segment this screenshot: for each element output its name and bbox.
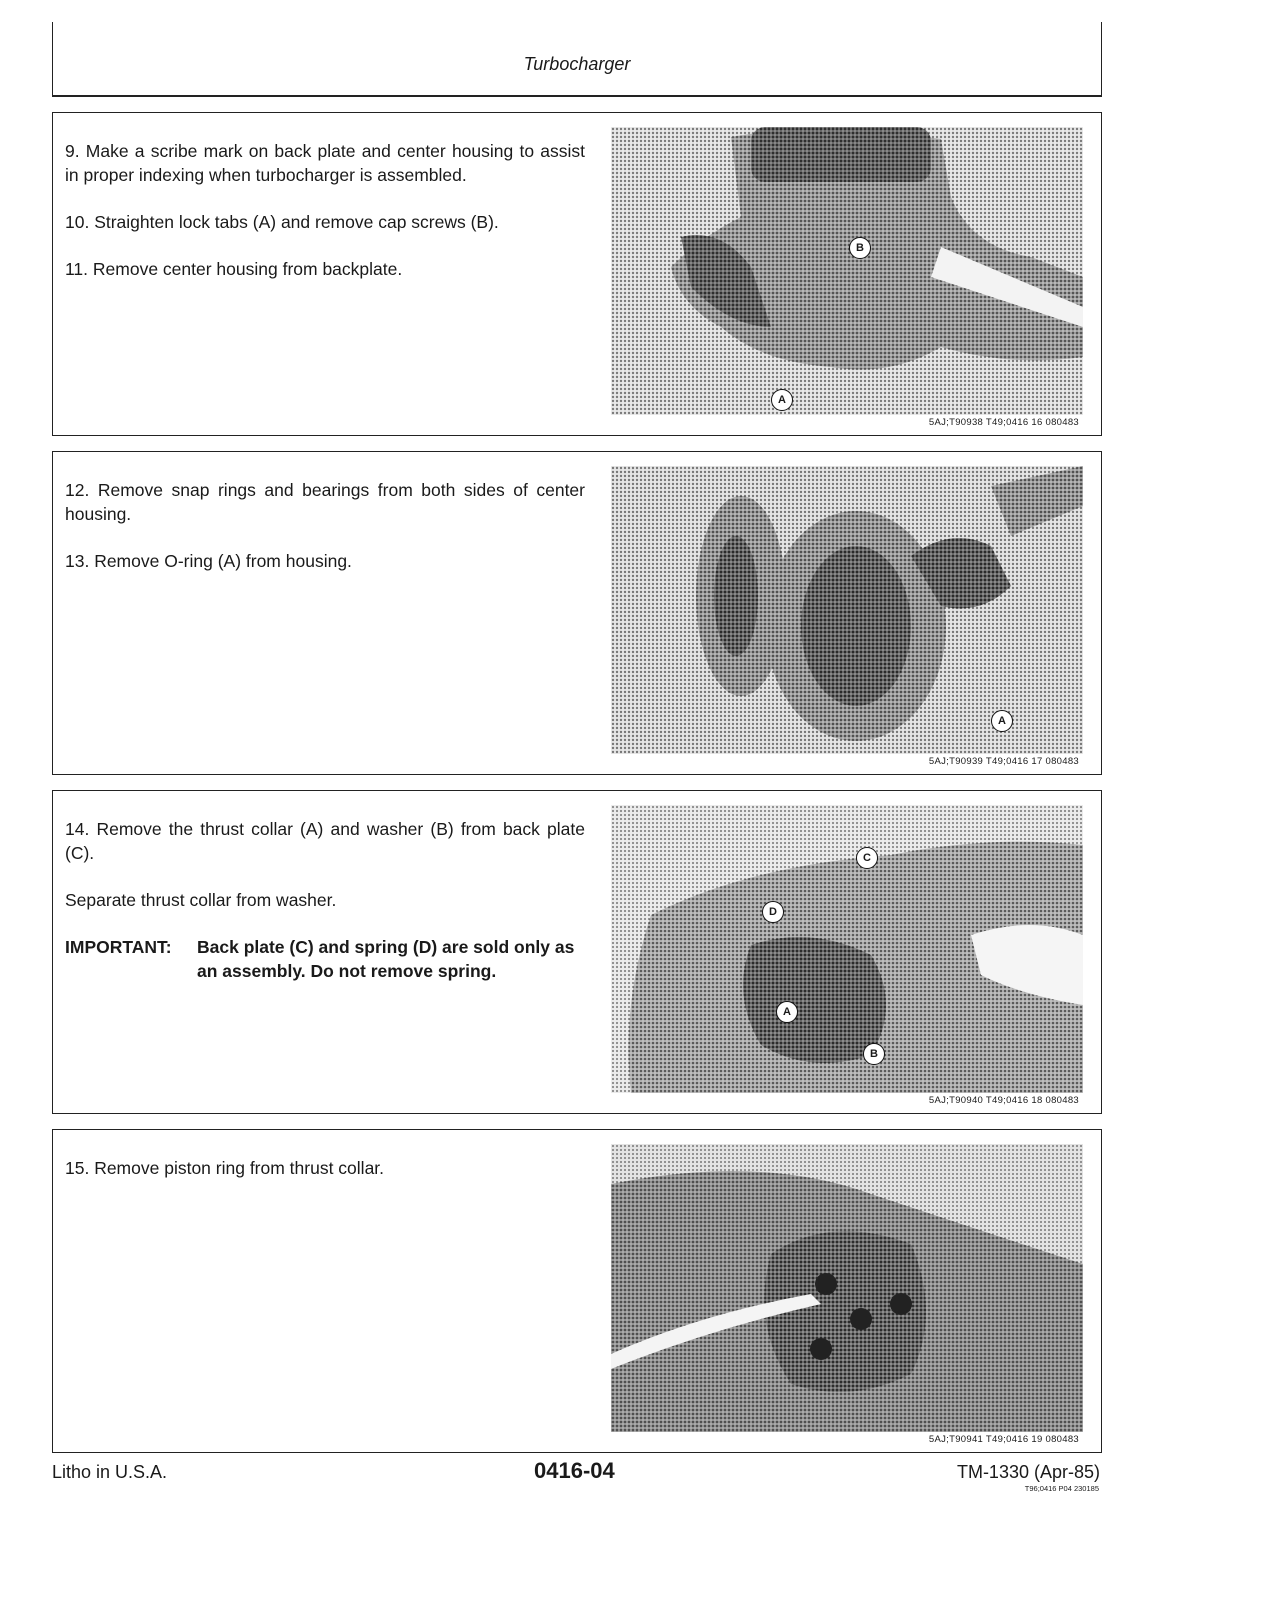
procedure-panel-1 <box>52 112 1102 436</box>
page-header <box>52 22 1102 97</box>
step-9: 9. Make a scribe mark on back plate and center housing to assist in proper indexing when turbocharger is assembled. <box>65 141 585 185</box>
footer-code: T96;0416 P04 230185 <box>1024 1484 1099 1493</box>
important-label: IMPORTANT: <box>65 937 172 957</box>
callout-b-photo1: B <box>849 237 871 259</box>
footer-printer: Litho in U.S.A. <box>52 1462 168 1482</box>
figure-photo-1 <box>611 127 1083 415</box>
callout-b-photo3: B <box>863 1043 885 1065</box>
figure-id-4: 5AJ;T90941 T49;0416 19 080483 <box>928 1434 1079 1445</box>
callout-d-photo3: D <box>762 901 784 923</box>
procedure-panel-3 <box>52 790 1102 1114</box>
figure-id-2: 5AJ;T90939 T49;0416 17 080483 <box>928 756 1079 767</box>
figure-id-1: 5AJ;T90938 T49;0416 16 080483 <box>928 417 1079 428</box>
panel-3-text <box>65 817 585 1006</box>
callout-a-photo1: A <box>771 389 793 411</box>
procedure-panel-4 <box>52 1129 1102 1453</box>
manual-id: TM-1330 (Apr-85) <box>956 1462 1100 1482</box>
page-number: 0416-04 <box>534 1458 615 1483</box>
figure-id-3: 5AJ;T90940 T49;0416 18 080483 <box>928 1095 1079 1106</box>
important-text: Back plate (C) and spring (D) are sold only as an assembly. Do not remove spring. <box>197 937 575 981</box>
step-13: 13. Remove O-ring (A) from housing. <box>65 551 352 571</box>
panel-4-text <box>65 1156 585 1203</box>
step-15: 15. Remove piston ring from thrust collar. <box>65 1158 385 1178</box>
step-11: 11. Remove center housing from backplate. <box>65 259 403 279</box>
callout-a-photo3: A <box>776 1001 798 1023</box>
step-10: 10. Straighten lock tabs (A) and remove cap screws (B). <box>65 212 499 232</box>
section-title: Turbocharger <box>523 54 631 74</box>
figure-photo-3 <box>611 805 1083 1093</box>
panel-2-text <box>65 478 585 596</box>
panel-1-text <box>65 139 585 304</box>
step-12: 12. Remove snap rings and bearings from both sides of center housing. <box>65 480 585 524</box>
figure-photo-2 <box>611 466 1083 754</box>
step-14: 14. Remove the thrust collar (A) and washer (B) from back plate (C). <box>65 819 585 863</box>
callout-c-photo3: C <box>856 847 878 869</box>
important-notice <box>65 935 585 983</box>
step-14-note: Separate thrust collar from washer. <box>65 890 337 910</box>
callout-a-photo2: A <box>991 710 1013 732</box>
procedure-panel-2 <box>52 451 1102 775</box>
figure-photo-4 <box>611 1144 1083 1432</box>
